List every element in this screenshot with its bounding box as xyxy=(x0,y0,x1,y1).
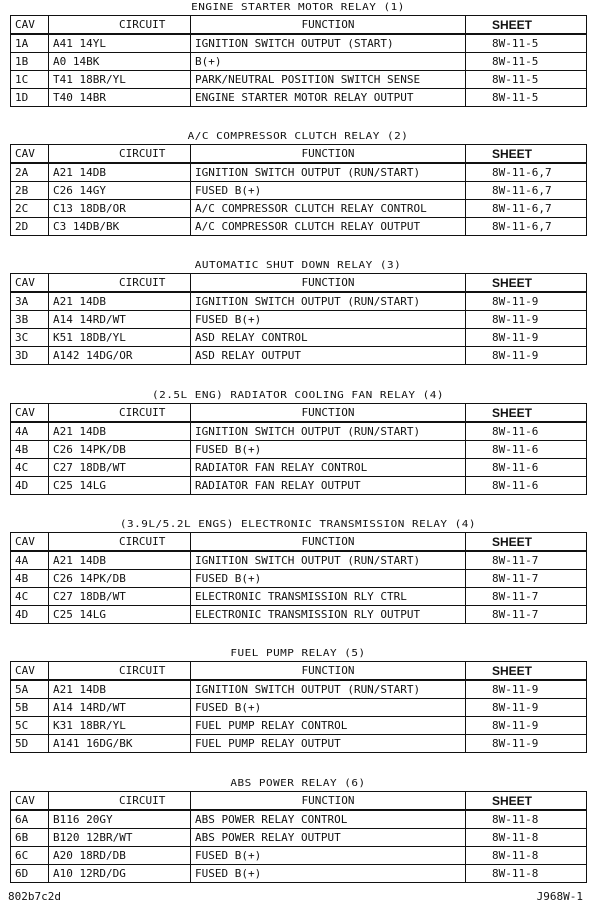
circuit-cell: A14 14RD/WT xyxy=(49,311,191,329)
table-header-row xyxy=(11,404,587,423)
cav-cell: 4B xyxy=(11,570,49,588)
sheet-cell: 8W-11-7 xyxy=(466,588,587,606)
function-cell: ELECTRONIC TRANSMISSION RLY OUTPUT xyxy=(191,606,466,624)
cav-cell: 1B xyxy=(11,53,49,71)
sheet-cell: 8W-11-7 xyxy=(466,570,587,588)
circuit-cell: T40 14BR xyxy=(49,89,191,107)
sheet-header: SHEET xyxy=(466,274,587,293)
circuit-cell: C26 14PK/DB xyxy=(49,570,191,588)
circuit-cell: C25 14LG xyxy=(49,606,191,624)
function-cell: RADIATOR FAN RELAY OUTPUT xyxy=(191,477,466,495)
footer-image-id: 802b7c2d xyxy=(8,890,61,903)
cav-cell: 3A xyxy=(11,292,49,311)
cav-cell: 6C xyxy=(11,847,49,865)
table-header-row xyxy=(11,145,587,164)
function-cell: FUEL PUMP RELAY OUTPUT xyxy=(191,735,466,753)
sheet-cell: 8W-11-5 xyxy=(466,89,587,107)
section-fuel-pump-relay xyxy=(10,646,586,753)
table-row xyxy=(11,717,587,735)
function-header: FUNCTION xyxy=(191,404,466,423)
sheet-cell: 8W-11-6,7 xyxy=(466,200,587,218)
cav-cell: 4D xyxy=(11,606,49,624)
circuit-header: CIRCUIT xyxy=(49,16,191,35)
function-cell: B(+) xyxy=(191,53,466,71)
function-cell: FUSED B(+) xyxy=(191,865,466,883)
function-header: FUNCTION xyxy=(191,145,466,164)
function-cell: IGNITION SWITCH OUTPUT (START) xyxy=(191,34,466,53)
cav-cell: 4C xyxy=(11,459,49,477)
cav-cell: 2C xyxy=(11,200,49,218)
sheet-header: SHEET xyxy=(466,404,587,423)
cav-header: CAV xyxy=(11,16,49,35)
section-ac-compressor-clutch-relay xyxy=(10,129,586,236)
sheet-cell: 8W-11-5 xyxy=(466,53,587,71)
section-title: FUEL PUMP RELAY (5) xyxy=(230,646,366,659)
circuit-header: CIRCUIT xyxy=(49,792,191,811)
function-cell: ASD RELAY OUTPUT xyxy=(191,347,466,365)
function-cell: A/C COMPRESSOR CLUTCH RELAY CONTROL xyxy=(191,200,466,218)
section-electronic-transmission-relay xyxy=(10,517,586,624)
section-title: (3.9L/5.2L ENGS) ELECTRONIC TRANSMISSION RELAY (4) xyxy=(119,517,477,530)
sheet-cell: 8W-11-6 xyxy=(466,441,587,459)
section-title: (2.5L ENG) RADIATOR COOLING FAN RELAY (4) xyxy=(151,388,445,401)
table-row xyxy=(11,329,587,347)
function-cell: ENGINE STARTER MOTOR RELAY OUTPUT xyxy=(191,89,466,107)
table-row xyxy=(11,459,587,477)
table-row xyxy=(11,292,587,311)
table-row xyxy=(11,218,587,236)
function-cell: FUEL PUMP RELAY CONTROL xyxy=(191,717,466,735)
function-cell: PARK/NEUTRAL POSITION SWITCH SENSE xyxy=(191,71,466,89)
table-row xyxy=(11,699,587,717)
table-row xyxy=(11,71,587,89)
circuit-cell: C13 18DB/OR xyxy=(49,200,191,218)
section-engine-starter-motor-relay xyxy=(10,0,586,107)
cav-cell: 5D xyxy=(11,735,49,753)
sheet-cell: 8W-11-6,7 xyxy=(466,182,587,200)
table-row xyxy=(11,53,587,71)
cav-cell: 1D xyxy=(11,89,49,107)
function-cell: FUSED B(+) xyxy=(191,311,466,329)
sheet-cell: 8W-11-7 xyxy=(466,551,587,570)
circuit-cell: K31 18BR/YL xyxy=(49,717,191,735)
sheet-cell: 8W-11-5 xyxy=(466,71,587,89)
function-header: FUNCTION xyxy=(191,16,466,35)
sheet-header: SHEET xyxy=(466,145,587,164)
cav-cell: 3C xyxy=(11,329,49,347)
cav-cell: 2A xyxy=(11,163,49,182)
circuit-header: CIRCUIT xyxy=(49,145,191,164)
table-row xyxy=(11,551,587,570)
table-row xyxy=(11,89,587,107)
function-cell: IGNITION SWITCH OUTPUT (RUN/START) xyxy=(191,292,466,311)
circuit-cell: A21 14DB xyxy=(49,422,191,441)
table-row xyxy=(11,606,587,624)
table-header-row xyxy=(11,662,587,681)
cav-cell: 4A xyxy=(11,551,49,570)
table-header-row xyxy=(11,16,587,35)
circuit-cell: A21 14DB xyxy=(49,163,191,182)
circuit-cell: C26 14GY xyxy=(49,182,191,200)
circuit-header: CIRCUIT xyxy=(49,404,191,423)
table-header-row xyxy=(11,274,587,293)
cav-cell: 4B xyxy=(11,441,49,459)
cav-cell: 2D xyxy=(11,218,49,236)
cav-header: CAV xyxy=(11,145,49,164)
table-row xyxy=(11,182,587,200)
cav-cell: 4C xyxy=(11,588,49,606)
sheet-cell: 8W-11-9 xyxy=(466,347,587,365)
circuit-cell: C26 14PK/DB xyxy=(49,441,191,459)
circuit-cell: T41 18BR/YL xyxy=(49,71,191,89)
function-cell: FUSED B(+) xyxy=(191,847,466,865)
cav-cell: 5A xyxy=(11,680,49,699)
function-cell: ELECTRONIC TRANSMISSION RLY CTRL xyxy=(191,588,466,606)
circuit-cell: B116 20GY xyxy=(49,810,191,829)
circuit-cell: A0 14BK xyxy=(49,53,191,71)
section-radiator-cooling-fan-relay xyxy=(10,388,586,495)
function-cell: IGNITION SWITCH OUTPUT (RUN/START) xyxy=(191,163,466,182)
table-header-row xyxy=(11,533,587,552)
sheet-cell: 8W-11-8 xyxy=(466,810,587,829)
sheet-cell: 8W-11-6 xyxy=(466,422,587,441)
sheet-header: SHEET xyxy=(466,662,587,681)
sheet-cell: 8W-11-6 xyxy=(466,459,587,477)
circuit-cell: A142 14DG/OR xyxy=(49,347,191,365)
section-abs-power-relay xyxy=(10,776,586,883)
cav-cell: 1C xyxy=(11,71,49,89)
section-title: ENGINE STARTER MOTOR RELAY (1) xyxy=(191,0,405,13)
relay-table xyxy=(10,273,587,365)
table-row xyxy=(11,200,587,218)
sheet-cell: 8W-11-8 xyxy=(466,865,587,883)
sheet-cell: 8W-11-6,7 xyxy=(466,163,587,182)
function-cell: ABS POWER RELAY OUTPUT xyxy=(191,829,466,847)
sheet-cell: 8W-11-9 xyxy=(466,735,587,753)
table-row xyxy=(11,829,587,847)
circuit-cell: K51 18DB/YL xyxy=(49,329,191,347)
table-row xyxy=(11,311,587,329)
table-row xyxy=(11,588,587,606)
section-automatic-shut-down-relay xyxy=(10,258,586,365)
relay-table xyxy=(10,144,587,236)
function-cell: FUSED B(+) xyxy=(191,570,466,588)
cav-cell: 3B xyxy=(11,311,49,329)
sheet-cell: 8W-11-9 xyxy=(466,717,587,735)
cav-cell: 4A xyxy=(11,422,49,441)
function-header: FUNCTION xyxy=(191,792,466,811)
sheet-cell: 8W-11-9 xyxy=(466,292,587,311)
sheet-cell: 8W-11-6,7 xyxy=(466,218,587,236)
cav-cell: 6B xyxy=(11,829,49,847)
circuit-cell: C27 18DB/WT xyxy=(49,588,191,606)
cav-header: CAV xyxy=(11,533,49,552)
relay-table xyxy=(10,661,587,753)
circuit-cell: A21 14DB xyxy=(49,551,191,570)
table-row xyxy=(11,34,587,53)
table-header-row xyxy=(11,792,587,811)
cav-header: CAV xyxy=(11,404,49,423)
function-header: FUNCTION xyxy=(191,533,466,552)
sheet-cell: 8W-11-9 xyxy=(466,680,587,699)
function-cell: IGNITION SWITCH OUTPUT (RUN/START) xyxy=(191,680,466,699)
circuit-cell: A20 18RD/DB xyxy=(49,847,191,865)
relay-table xyxy=(10,15,587,107)
circuit-cell: C3 14DB/BK xyxy=(49,218,191,236)
table-row xyxy=(11,810,587,829)
function-cell: IGNITION SWITCH OUTPUT (RUN/START) xyxy=(191,422,466,441)
circuit-cell: C25 14LG xyxy=(49,477,191,495)
cav-header: CAV xyxy=(11,274,49,293)
table-row xyxy=(11,441,587,459)
cav-header: CAV xyxy=(11,662,49,681)
function-cell: A/C COMPRESSOR CLUTCH RELAY OUTPUT xyxy=(191,218,466,236)
sheet-header: SHEET xyxy=(466,792,587,811)
relay-table xyxy=(10,403,587,495)
function-header: FUNCTION xyxy=(191,274,466,293)
cav-cell: 5C xyxy=(11,717,49,735)
table-row xyxy=(11,865,587,883)
sheet-cell: 8W-11-9 xyxy=(466,699,587,717)
sheet-cell: 8W-11-6 xyxy=(466,477,587,495)
table-row xyxy=(11,347,587,365)
function-cell: IGNITION SWITCH OUTPUT (RUN/START) xyxy=(191,551,466,570)
section-title: ABS POWER RELAY (6) xyxy=(230,776,366,789)
circuit-header: CIRCUIT xyxy=(49,533,191,552)
cav-cell: 1A xyxy=(11,34,49,53)
cav-header: CAV xyxy=(11,792,49,811)
sheet-cell: 8W-11-7 xyxy=(466,606,587,624)
table-row xyxy=(11,680,587,699)
circuit-header: CIRCUIT xyxy=(49,662,191,681)
circuit-cell: A141 16DG/BK xyxy=(49,735,191,753)
footer-figure-code: J968W-1 xyxy=(536,890,583,903)
function-cell: FUSED B(+) xyxy=(191,441,466,459)
circuit-header: CIRCUIT xyxy=(49,274,191,293)
table-row xyxy=(11,422,587,441)
circuit-cell: A41 14YL xyxy=(49,34,191,53)
function-cell: FUSED B(+) xyxy=(191,699,466,717)
cav-cell: 2B xyxy=(11,182,49,200)
section-title: A/C COMPRESSOR CLUTCH RELAY (2) xyxy=(187,129,409,142)
function-cell: ASD RELAY CONTROL xyxy=(191,329,466,347)
relay-table xyxy=(10,532,587,624)
circuit-cell: A10 12RD/DG xyxy=(49,865,191,883)
cav-cell: 4D xyxy=(11,477,49,495)
cav-cell: 5B xyxy=(11,699,49,717)
function-cell: ABS POWER RELAY CONTROL xyxy=(191,810,466,829)
table-row xyxy=(11,163,587,182)
function-header: FUNCTION xyxy=(191,662,466,681)
circuit-cell: B120 12BR/WT xyxy=(49,829,191,847)
table-row xyxy=(11,477,587,495)
relay-table xyxy=(10,791,587,883)
function-cell: FUSED B(+) xyxy=(191,182,466,200)
sheet-cell: 8W-11-9 xyxy=(466,311,587,329)
circuit-cell: A21 14DB xyxy=(49,680,191,699)
sheet-header: SHEET xyxy=(466,16,587,35)
function-cell: RADIATOR FAN RELAY CONTROL xyxy=(191,459,466,477)
sheet-cell: 8W-11-8 xyxy=(466,829,587,847)
cav-cell: 6D xyxy=(11,865,49,883)
sheet-cell: 8W-11-9 xyxy=(466,329,587,347)
sheet-cell: 8W-11-8 xyxy=(466,847,587,865)
circuit-cell: C27 18DB/WT xyxy=(49,459,191,477)
table-row xyxy=(11,570,587,588)
cav-cell: 6A xyxy=(11,810,49,829)
circuit-cell: A21 14DB xyxy=(49,292,191,311)
sheet-cell: 8W-11-5 xyxy=(466,34,587,53)
table-row xyxy=(11,735,587,753)
table-row xyxy=(11,847,587,865)
sheet-header: SHEET xyxy=(466,533,587,552)
cav-cell: 3D xyxy=(11,347,49,365)
section-title: AUTOMATIC SHUT DOWN RELAY (3) xyxy=(194,258,402,271)
circuit-cell: A14 14RD/WT xyxy=(49,699,191,717)
